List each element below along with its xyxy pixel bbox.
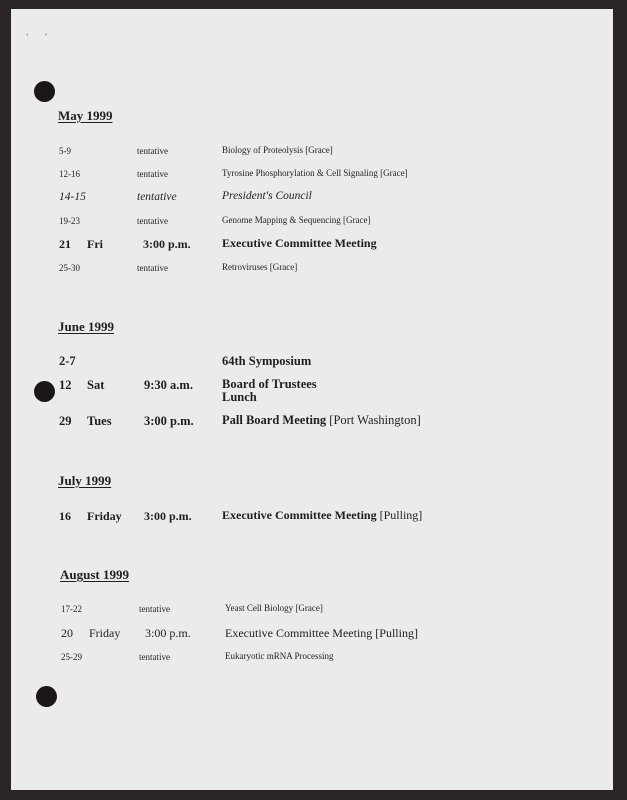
event-name-line2: Lunch [222,390,257,404]
event-date: 17-22 [61,604,82,614]
event-note: [Port Washington] [329,413,421,427]
section-heading-june: June 1999 [58,319,114,334]
event-name: Executive Committee Meeting [222,508,377,522]
event-day: Tues [87,414,112,428]
event-name: Board of Trustees [222,377,317,391]
event-title [222,414,421,427]
event-date: 25-30 [59,263,80,273]
event-day: Fri [87,237,103,251]
event-time: 3:00 p.m. [144,509,192,523]
section-heading-august: August 1999 [60,567,129,582]
event-name: President's Council [222,190,312,202]
event-title [222,169,408,178]
event-date: 12-16 [59,169,80,179]
event-name: Biology of Proteolysis [222,145,304,155]
event-note: [Grace] [295,603,323,613]
event-date: 5-9 [59,146,71,156]
scan-mark: ‘ ’ [26,32,48,41]
event-note: [Pulling] [379,508,423,522]
event-name: Genome Mapping & Sequencing [222,215,341,225]
event-time: tentative [139,604,170,614]
event-name: Executive Committee Meeting [222,236,377,250]
event-date: 29 [59,414,72,428]
event-time: tentative [137,146,168,156]
event-title [222,263,297,272]
event-title [222,216,370,225]
event-name: Tyrosine Phosphorylation & Cell Signaling [222,168,378,178]
event-title [225,627,418,639]
section-heading-may: May 1999 [58,108,113,123]
event-day: Sat [87,378,105,392]
event-time: tentative [137,216,168,226]
event-time: tentative [139,652,170,662]
event-name: Eukaryotic mRNA Processing [225,651,334,661]
event-date: 16 [59,509,71,523]
event-date: 19-23 [59,216,80,226]
event-date: 20 [61,626,73,640]
event-day: Friday [87,509,122,523]
event-time: tentative [137,263,168,273]
event-time: 9:30 a.m. [144,378,193,392]
event-note: [Grace] [380,168,408,178]
event-name: Pall Board Meeting [222,413,327,427]
event-title [222,509,422,521]
event-title [225,604,323,613]
event-name: Retroviruses [222,262,268,272]
event-title [222,146,333,155]
event-date: 2-7 [59,354,76,368]
punch-hole-middle [34,381,55,402]
event-time: 3:00 p.m. [144,414,194,428]
event-date: 14-15 [59,191,86,203]
event-time: tentative [137,169,168,179]
event-note: [Grace] [305,145,333,155]
event-note: [Grace] [342,215,371,225]
event-time: 3:00 p.m. [145,626,191,640]
event-time: 3:00 p.m. [143,237,191,251]
event-day: Friday [89,626,121,640]
event-name: Executive Committee Meeting [225,626,373,640]
section-heading-july: July 1999 [58,473,112,488]
event-note: [Pulling] [375,626,418,640]
event-date: 21 [59,237,71,251]
event-name: Yeast Cell Biology [225,603,294,613]
event-date: 25-29 [61,652,82,662]
event-name: 64th Symposium [222,354,312,368]
event-note: [Grace] [269,262,298,272]
punch-hole-bottom [36,686,57,707]
document-page [11,9,613,790]
event-time: tentative [137,191,177,203]
event-date: 12 [59,378,72,392]
punch-hole-top [34,81,55,102]
